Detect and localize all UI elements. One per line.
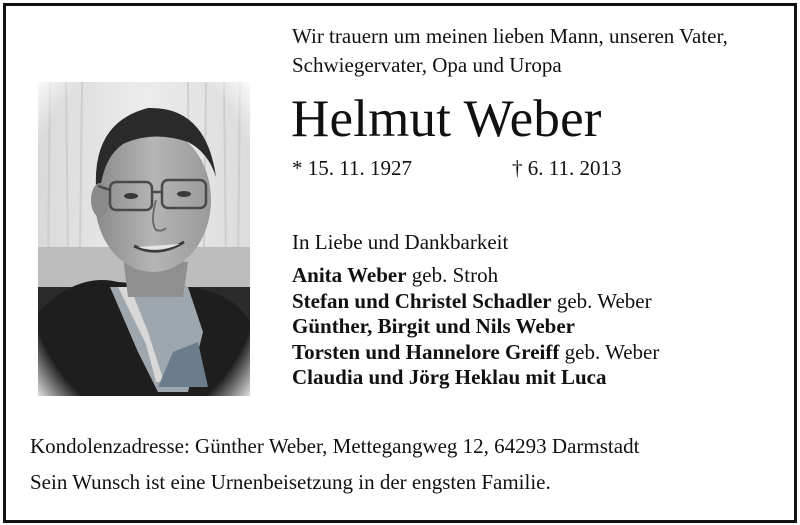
portrait-photo (38, 82, 250, 396)
death-date: † 6. 11. 2013 (512, 156, 622, 180)
mourner-name: Torsten und Hannelore Greiff (292, 339, 560, 364)
mourner-suffix: geb. Stroh (406, 263, 499, 287)
mourner-name: Claudia und Jörg Heklau mit Luca (292, 365, 607, 389)
mourner-line (292, 340, 659, 366)
burial-wish: Sein Wunsch ist eine Urnenbeisetzung in der engsten Familie. (30, 470, 551, 494)
mourners-list (292, 263, 659, 391)
mourner-suffix: geb. Weber (559, 339, 660, 364)
intro-line-1: Wir trauern um meinen lieben Mann, unseren Vater, (292, 24, 728, 48)
mourner-name: Günther, Birgit und Nils Weber (292, 314, 575, 338)
thanks-line: In Liebe und Dankbarkeit (292, 230, 509, 254)
mourner-line (292, 289, 659, 315)
condolence-address: Kondolenzadresse: Günther Weber, Mettegangweg 12, 64293 Darmstadt (30, 434, 640, 458)
mourner-name: Stefan und Christel Schadler (292, 288, 552, 313)
mourner-suffix: geb. Weber (551, 288, 652, 313)
mourner-name: Anita Weber (292, 263, 407, 287)
mourner-line (292, 263, 659, 289)
deceased-name: Helmut Weber (291, 90, 602, 148)
intro-line-2: Schwiegervater, Opa und Uropa (292, 53, 562, 77)
birth-date: * 15. 11. 1927 (292, 156, 412, 180)
mourner-line (292, 365, 659, 391)
mourner-line (292, 314, 659, 340)
intro-text (292, 22, 782, 80)
